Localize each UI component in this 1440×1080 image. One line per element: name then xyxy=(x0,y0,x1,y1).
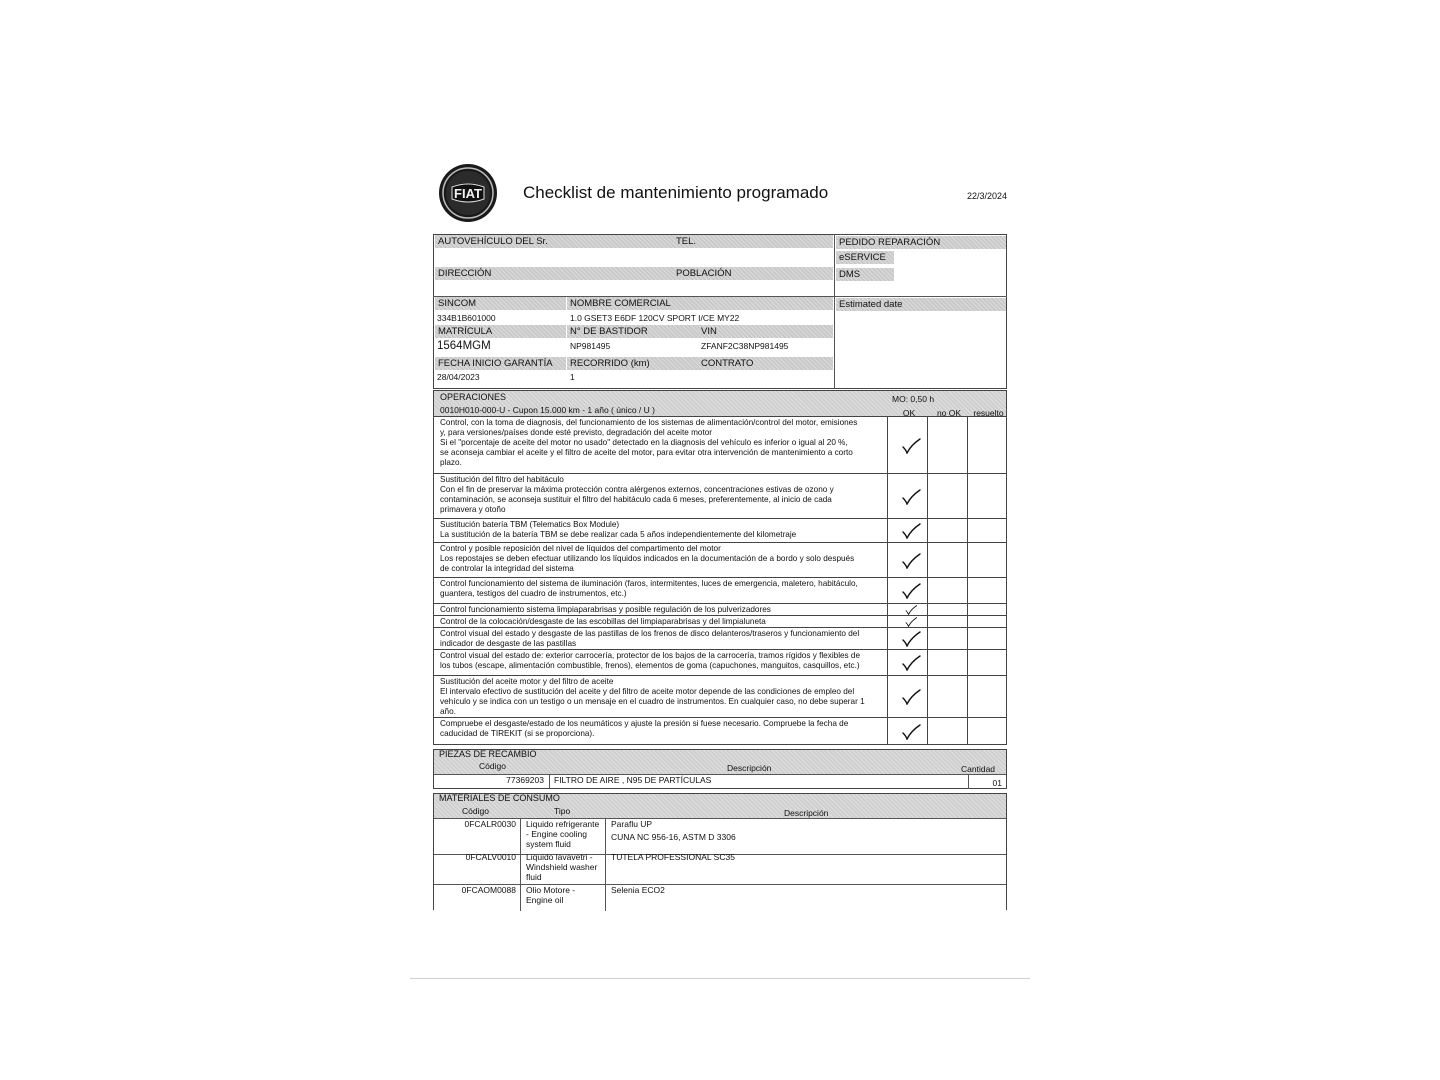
operation-line: El intervalo efectivo de sustitución del aceite y del filtro de aceite motor depende de las condiciones de empleo del xyxy=(440,687,855,696)
page-title: Checklist de mantenimiento programado xyxy=(523,183,829,202)
operation-column-divider xyxy=(887,676,888,717)
operation-line: Control, con la toma de diagnosis, del funcionamiento de los sistemas de alimentación/control del motor, emisiones xyxy=(440,418,858,427)
material-descripcion xyxy=(611,819,736,845)
operation-text xyxy=(440,651,880,671)
page-edge xyxy=(410,978,1030,979)
operation-column-divider xyxy=(927,718,928,744)
operation-line: Los repostajes se deben efectuar utilizando los líquidos indicados en la documentación de a bordo y solo después xyxy=(440,554,855,563)
operation-line: indicador de desgaste de las pastillas xyxy=(440,639,577,648)
material-descripcion-line: CUNA NC 956-16, ASTM D 3306 xyxy=(611,832,736,842)
material-tipo-line: Liquido refrigerante xyxy=(526,819,600,829)
material-codigo: 0FCAOM0088 xyxy=(461,885,516,895)
operation-line: primavera y otoño xyxy=(440,505,506,514)
label-pedido: PEDIDO REPARACIÓN xyxy=(836,236,1006,249)
operation-line: plazo. xyxy=(440,458,462,467)
operation-row xyxy=(433,519,1007,543)
check-mark-icon xyxy=(900,553,922,569)
operation-column-divider xyxy=(927,650,928,675)
material-tipo xyxy=(526,852,597,882)
value-bastidor: NP981495 xyxy=(570,341,611,351)
materials-col-codigo: Código xyxy=(462,806,489,816)
operation-column-divider xyxy=(887,578,888,603)
check-mark-icon xyxy=(900,583,922,599)
operation-line: contaminación, se aconseja sustituir el filtro del habitáculo cada 6 meses, preferentemente, al inicio de cada xyxy=(440,495,832,504)
operation-line: Control visual del estado de: exterior carrocería, protector de los bajos de la carrocería, tramos rígidos y flexibles de xyxy=(440,651,861,660)
vehicle-divider xyxy=(834,234,835,389)
material-tipo-line: system fluid xyxy=(526,839,571,849)
material-tipo-line: - Engine cooling xyxy=(526,829,587,839)
label-dms: DMS xyxy=(836,268,894,281)
label-fecha-garantia: FECHA INICIO GARANTÍA xyxy=(435,357,566,370)
label-recorrido: RECORRIDO (km) xyxy=(567,357,698,370)
parts-col-codigo: Código xyxy=(479,761,506,771)
operation-column-divider xyxy=(887,543,888,577)
label-tel: TEL. xyxy=(673,235,833,248)
material-descripcion-line: Paraflu UP xyxy=(611,819,653,829)
check-mark-icon xyxy=(900,655,922,671)
check-mark-icon xyxy=(900,523,922,539)
operation-column-divider xyxy=(887,628,888,649)
label-contrato: CONTRATO xyxy=(698,357,833,370)
check-mark-icon xyxy=(900,617,922,627)
operation-column-divider xyxy=(887,519,888,542)
material-codigo: 0FCALR0030 xyxy=(464,819,516,829)
operation-row xyxy=(433,578,1007,604)
operation-row xyxy=(433,474,1007,519)
operation-column-divider xyxy=(927,604,928,615)
operations-coupon: 0010H010-000-U - Cupon 15.000 km - 1 año ( único / U ) xyxy=(440,405,655,415)
parts-divider xyxy=(968,774,969,789)
label-estimated-date: Estimated date xyxy=(836,298,1006,311)
operation-column-divider xyxy=(967,616,968,627)
operation-column-divider xyxy=(927,543,928,577)
materials-divider xyxy=(434,884,1006,885)
material-descripcion-line: TUTELA PROFESSIONAL SC35 xyxy=(611,852,735,862)
operation-column-divider xyxy=(927,474,928,518)
operation-column-divider xyxy=(967,578,968,603)
operation-row xyxy=(433,650,1007,676)
operation-column-divider xyxy=(967,519,968,542)
operation-text xyxy=(440,579,880,599)
operation-line: año. xyxy=(440,707,456,716)
check-mark-icon xyxy=(900,631,922,647)
label-bastidor: N° DE BASTIDOR xyxy=(567,325,698,338)
parts-title: PIEZAS DE RECAMBIO xyxy=(439,749,537,759)
operation-column-divider xyxy=(967,718,968,744)
operation-line: Compruebe el desgaste/estado de los neumáticos y ajuste la presión si fuese necesario. Compruebe la fecha de xyxy=(440,719,849,728)
operation-row xyxy=(433,616,1007,628)
operation-column-divider xyxy=(887,718,888,744)
operation-text xyxy=(440,617,880,627)
label-nombre-comercial: NOMBRE COMERCIAL xyxy=(567,297,833,310)
operation-column-divider xyxy=(927,676,928,717)
operation-line: guantera, testigos del cuadro de instrumentos, etc.) xyxy=(440,589,627,598)
document-date: 22/3/2024 xyxy=(967,191,1008,201)
parts-divider xyxy=(549,774,550,789)
materials-col-descripcion: Descripción xyxy=(784,808,829,818)
material-tipo-line: Engine oil xyxy=(526,895,564,905)
materials-col-tipo: Tipo xyxy=(554,806,571,816)
operation-line: y, para versiones/países donde esté previsto, degradación del aceite motor xyxy=(440,428,713,437)
material-tipo-line: Liquido lavavetri - xyxy=(526,852,593,862)
operation-column-divider xyxy=(927,519,928,542)
fiat-logo xyxy=(438,163,498,223)
value-fecha-garantia: 28/04/2023 xyxy=(437,372,480,382)
operation-column-divider xyxy=(887,474,888,518)
value-recorrido: 1 xyxy=(570,372,575,382)
operation-column-divider xyxy=(967,417,968,473)
operation-column-divider xyxy=(887,604,888,615)
part-codigo: 77369203 xyxy=(506,775,544,785)
label-direccion: DIRECCIÓN xyxy=(435,267,673,280)
operation-column-divider xyxy=(967,628,968,649)
operation-line: de controlar la integridad del sistema xyxy=(440,564,574,573)
label-vin: VIN xyxy=(698,325,833,338)
label-autovehiculo: AUTOVEHÍCULO DEL Sr. xyxy=(435,235,673,248)
material-tipo-line: fluid xyxy=(526,872,542,882)
material-codigo: 0FCALV0010 xyxy=(465,852,516,862)
materials-divider xyxy=(520,818,521,911)
operation-line: Control funcionamiento del sistema de iluminación (faros, intermitentes, luces de emergencia, maletero, habitáculo, xyxy=(440,579,858,588)
check-mark-icon xyxy=(900,724,922,740)
logo-text: FIAT xyxy=(454,186,482,201)
operation-line: los tubos (escape, alimentación combustible, frenos), elementos de goma (capuchones, manguitos, casquillos, etc.) xyxy=(440,661,860,670)
operation-line: Sustitución del filtro del habitáculo xyxy=(440,475,564,484)
material-descripcion xyxy=(611,852,735,865)
operation-column-divider xyxy=(887,650,888,675)
value-vin: ZFANF2C38NP981495 xyxy=(701,341,789,351)
parts-col-descripcion: Descripción xyxy=(727,763,772,773)
operation-column-divider xyxy=(927,578,928,603)
label-matricula: MATRÍCULA xyxy=(435,325,566,338)
check-mark-icon xyxy=(900,689,922,705)
materials-table xyxy=(433,793,1007,910)
operation-line: Sustitución del aceite motor y del filtro de aceite xyxy=(440,677,614,686)
part-descripcion: FILTRO DE AIRE , N95 DE PARTÍCULAS xyxy=(554,775,712,785)
operation-row xyxy=(433,628,1007,650)
operation-text xyxy=(440,418,880,468)
operation-line: La sustitución de la batería TBM se debe realizar cada 5 años independientemente del kilometraje xyxy=(440,530,797,539)
parts-table xyxy=(433,749,1007,789)
operation-text xyxy=(440,544,880,574)
operation-column-divider xyxy=(967,474,968,518)
operation-column-divider xyxy=(967,543,968,577)
operation-column-divider xyxy=(927,616,928,627)
materials-divider xyxy=(605,818,606,911)
label-eservice: eSERVICE xyxy=(836,251,894,264)
label-sincom: SINCOM xyxy=(435,297,566,310)
operation-line: Control visual del estado y desgaste de las pastillas de los frenos de disco delanteros/traseros y funcionamiento del xyxy=(440,629,860,638)
value-matricula: 1564MGM xyxy=(437,340,491,352)
value-nombre-comercial: 1.0 GSET3 E6DF 120CV SPORT I/CE MY22 xyxy=(570,313,740,323)
value-sincom: 334B1B601000 xyxy=(437,313,496,323)
operation-line: Con el fin de preservar la máxima protección contra alérgenos externos, concentraciones estivas de ozono y xyxy=(440,485,834,494)
operation-text xyxy=(440,475,880,515)
material-descripcion-line: Selenia ECO2 xyxy=(611,885,665,895)
operation-text xyxy=(440,677,880,717)
material-tipo xyxy=(526,819,599,849)
operations-header xyxy=(433,390,1007,417)
operation-column-divider xyxy=(887,417,888,473)
column-resuelto: resuelto xyxy=(973,408,1004,418)
operation-text xyxy=(440,520,880,540)
column-no-ok: no OK xyxy=(936,408,962,418)
operation-column-divider xyxy=(887,616,888,627)
operation-line: vehículo y se indica con un testigo o un mensaje en el cuadro de instrumentos. En cualquier caso, no debe superar 1 xyxy=(440,697,865,706)
operation-column-divider xyxy=(967,604,968,615)
material-tipo-line: Windshield washer xyxy=(526,862,598,872)
materials-title: MATERIALES DE CONSUMO xyxy=(439,793,560,803)
operation-line: se aconseja cambiar el aceite y el filtro de aceite del motor, para evitar otra intervención de mantenimiento a corto xyxy=(440,448,853,457)
part-cantidad: 01 xyxy=(992,778,1002,788)
operation-line: Control funcionamiento sistema limpiaparabrisas y posible regulación de los pulverizadores xyxy=(440,605,771,614)
label-poblacion: POBLACIÓN xyxy=(673,267,833,280)
operation-line: Sustitución batería TBM (Telematics Box Module) xyxy=(440,520,620,529)
check-mark-icon xyxy=(900,438,922,454)
material-descripcion xyxy=(611,885,665,898)
operation-text xyxy=(440,605,880,615)
material-tipo-line: Olio Motore - xyxy=(526,885,576,895)
operation-row xyxy=(433,676,1007,718)
material-tipo xyxy=(526,885,575,905)
check-mark-icon xyxy=(900,605,922,615)
operation-column-divider xyxy=(967,650,968,675)
operation-line: Si el "porcentaje de aceite del motor no usado" detectado en la diagnosis del vehículo es inferior o igual al 20 %, xyxy=(440,438,848,447)
operation-text xyxy=(440,719,880,739)
parts-col-cantidad: Cantidad xyxy=(961,764,996,774)
operation-column-divider xyxy=(967,676,968,717)
operation-row xyxy=(433,543,1007,578)
operations-labor-time: MO: 0,50 h xyxy=(892,394,935,404)
operation-row xyxy=(433,417,1007,474)
operation-text xyxy=(440,629,880,649)
check-mark-icon xyxy=(900,489,922,505)
operation-line: caducidad de TIREKIT (si se proporciona). xyxy=(440,729,595,738)
operation-row xyxy=(433,718,1007,745)
operation-line: Control y posible reposición del nivel de líquidos del compartimento del motor xyxy=(440,544,721,553)
operation-column-divider xyxy=(927,628,928,649)
operations-title: OPERACIONES xyxy=(440,392,507,402)
operation-column-divider xyxy=(927,417,928,473)
operation-row xyxy=(433,604,1007,616)
operation-line: Control de la colocación/desgaste de las escobillas del limpiaparabrisas y del limpialuneta xyxy=(440,617,766,626)
column-ok: OK xyxy=(902,408,916,418)
